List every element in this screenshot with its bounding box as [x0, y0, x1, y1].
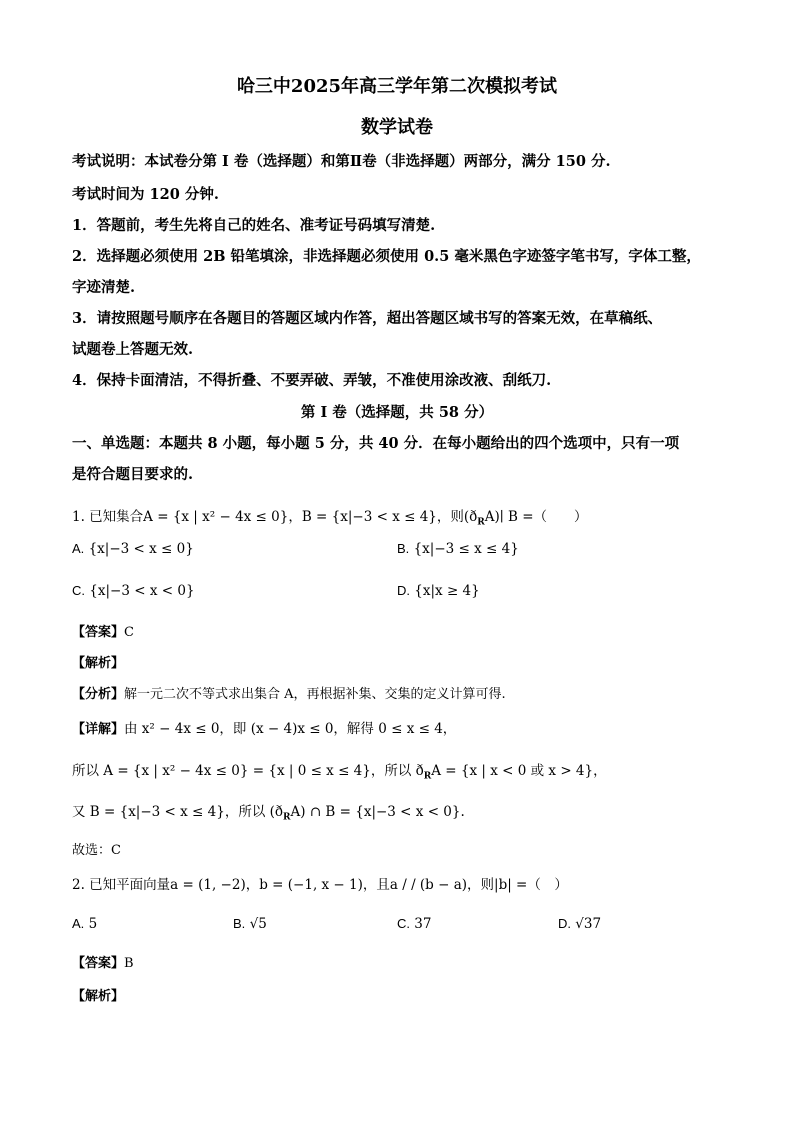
q1-expr: (ð — [463, 509, 478, 525]
q2-option-d — [558, 916, 601, 932]
q2-option-b-text: √5 — [249, 916, 267, 932]
q1-step-3-text: 又 B = {x|−3 < x ≤ 4}，所以 (ð — [72, 804, 284, 820]
q2-option-d-text: √37 — [575, 916, 602, 932]
q2-option-a — [72, 916, 97, 932]
q1-option-b-letter: B. — [397, 541, 410, 556]
q2-answer-value: B — [124, 956, 134, 971]
q1-analysis-tag — [72, 652, 124, 671]
q2-vec-a: a = (1, −2) — [170, 877, 246, 893]
q1-option-b — [397, 541, 519, 557]
instruction-item-4: 4．保持卡面清洁，不得折叠、不要弄破、弄皱，不准使用涂改液、刮纸刀. — [72, 372, 552, 389]
q1-option-a — [72, 541, 194, 557]
q2-vec-b: b = (−1, x − 1) — [259, 877, 363, 893]
q2-stem — [72, 873, 568, 893]
q2-abs-b: |b| = — [494, 877, 528, 893]
q1-option-a-text: {x|−3 < x ≤ 0} — [88, 541, 194, 557]
q2-answer-tag: 【答案】 — [72, 956, 125, 971]
q2-paren: （ ） — [527, 877, 568, 893]
q1-answer — [72, 621, 134, 640]
q1-option-b-text: {x|−3 ≤ x ≤ 4} — [413, 541, 519, 557]
q1-step-3-tail: A) ∩ B = {x|−3 < x < 0}. — [290, 804, 465, 820]
q2-option-b-letter: B. — [233, 916, 246, 931]
q2-option-a-letter: A. — [72, 916, 85, 931]
q2-option-c — [397, 916, 431, 932]
q1-analysis-label: 【解析】 — [72, 656, 125, 671]
instruction-item-3b: 试题卷上答题无效. — [72, 341, 194, 358]
instruction-item-2b: 字迹清楚. — [72, 279, 136, 296]
q1-option-a-letter: A. — [72, 541, 85, 556]
q1-option-d — [397, 583, 480, 599]
q1-stem-prefix: 1. 已知集合 — [72, 509, 144, 525]
q1-answer-tag: 【答案】 — [72, 625, 125, 640]
page-title: 哈三中2025年高三学年第二次模拟考试 — [236, 76, 558, 97]
q1-fenxi-tag: 【分析】 — [72, 687, 125, 702]
q1-set-a: A = {x | x² − 4x ≤ 0} — [143, 509, 289, 525]
q2-option-c-text: 37 — [414, 916, 432, 932]
q1-step-3 — [72, 800, 465, 823]
q1-step-2-tail: A = {x | x < 0 或 x > 4}， — [431, 763, 607, 779]
q1-step-2 — [72, 759, 607, 782]
part1-heading-a: 一、单选题：本题共 8 小题，每小题 5 分，共 40 分．在每小题给出的四个选项中，只有一项 — [72, 435, 680, 452]
section-title: 第 I 卷（选择题，共 58 分） — [300, 404, 494, 421]
q1-fenxi-text: 解一元二次不等式求出集合 A，再根据补集、交集的定义计算可得. — [124, 687, 506, 702]
q1-xiangjie-text: 由 x² − 4x ≤ 0，即 (x − 4)x ≤ 0，解得 0 ≤ x ≤ 4， — [124, 721, 457, 737]
q2-option-b — [233, 916, 267, 932]
q2-analysis-tag — [72, 985, 124, 1004]
instruction-item-1: 1．答题前，考生先将自己的姓名、准考证号码填写清楚. — [72, 217, 436, 234]
q1-step-2-text: 所以 A = {x | x² − 4x ≤ 0} = {x | 0 ≤ x ≤ 4}，所以 ð — [72, 763, 424, 779]
q1-expr-sub: R — [477, 517, 485, 528]
q1-stem-mid: ，则 — [436, 509, 464, 525]
q1-conclusion: 故选：C — [72, 843, 121, 858]
q1-fenxi — [72, 683, 506, 702]
q1-option-c-text: {x|−3 < x < 0} — [89, 583, 195, 599]
instruction-item-3a: 3．请按照题号顺序在各题目的答题区域内作答，超出答题区域书写的答案无效，在草稿纸、 — [72, 310, 663, 327]
q2-answer — [72, 952, 134, 971]
q1-option-c — [72, 583, 195, 599]
q1-answer-value: C — [124, 625, 134, 640]
q1-expr-tail: A)∣ B = — [484, 509, 534, 525]
q2-option-a-text: 5 — [88, 916, 98, 932]
q1-option-c-letter: C. — [72, 583, 85, 598]
page-subtitle: 数学试卷 — [361, 117, 433, 138]
q2-option-d-letter: D. — [558, 916, 571, 931]
q1-xiangjie — [72, 717, 456, 737]
instruction-item-2a: 2．选择题必须使用 2B 铅笔填涂，非选择题必须使用 0.5 毫米黑色字迹签字笔书写，字体工整， — [72, 248, 701, 265]
q1-set-b: B = {x|−3 < x ≤ 4} — [301, 509, 437, 525]
q1-option-d-letter: D. — [397, 583, 410, 598]
q1-step-3-sub: R — [283, 812, 291, 823]
q1-paren: （ ） — [533, 509, 588, 525]
q2-stem-a: 2. 已知平面向量 — [72, 877, 171, 893]
q1-option-d-text: {x|x ≥ 4} — [414, 583, 480, 599]
q2-analysis-label: 【解析】 — [72, 989, 125, 1004]
q1-sep: ， — [288, 509, 302, 525]
instruction-line-1: 考试说明：本试卷分第 I 卷（选择题）和第Ⅱ卷（非选择题）两部分，满分 150 分. — [72, 153, 611, 170]
q1-step-2-sub: R — [423, 771, 432, 782]
part1-heading-b: 是符合题目要求的. — [72, 466, 194, 483]
q2-stem-tail: ，则 — [467, 877, 495, 893]
q1-xiangjie-tag: 【详解】 — [72, 722, 125, 737]
q2-stem-mid: ，且 — [362, 877, 390, 893]
q2-option-c-letter: C. — [397, 916, 410, 931]
q2-sep: ， — [245, 877, 260, 893]
q2-condition: a / / (b − a) — [389, 877, 468, 893]
q1-stem — [72, 505, 588, 528]
instruction-line-2: 考试时间为 120 分钟. — [72, 186, 219, 203]
